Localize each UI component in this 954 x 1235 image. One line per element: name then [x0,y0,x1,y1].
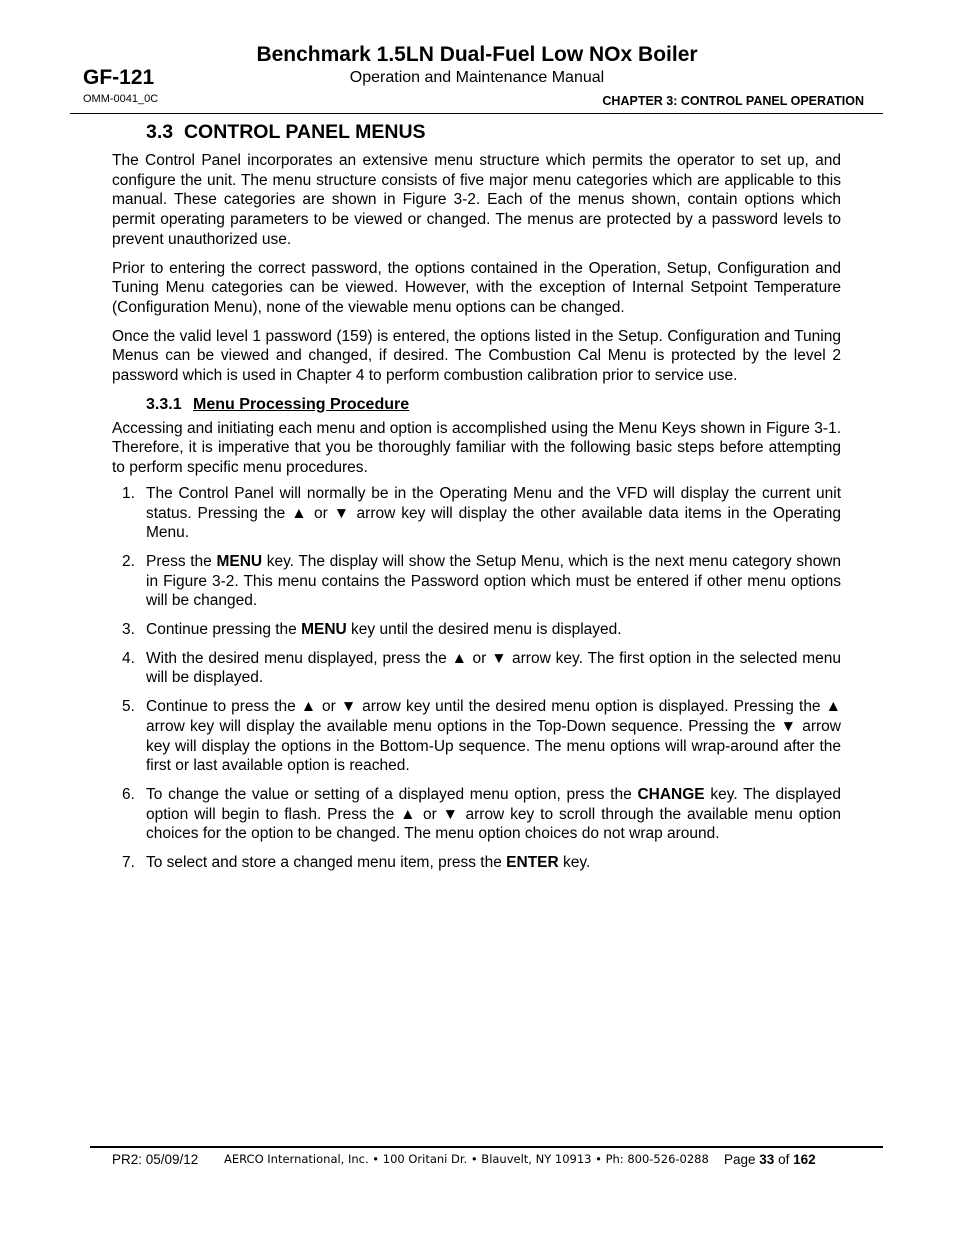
manual-title: Benchmark 1.5LN Dual-Fuel Low NOx Boiler [256,43,698,66]
list-item [112,785,841,844]
total-pages: 162 [793,1152,816,1167]
step-text: key. The displayed option will begin to flash. Press the ▲ or ▼ arrow key to scroll through the available menu option choices for the option to be changed. The menu option choices do not wrap around. [146,785,841,843]
paragraph: Once the valid level 1 password (159) is entered, the options listed in the Setup. Configuration and Tuning Menus can be viewed and changed, if desired. The Combustion Cal Menu is protected by the level 2 password which is used in Chapter 4 to perform combustion calibration prior to service use. [112,327,841,385]
list-item [112,853,841,873]
list-item [112,620,841,640]
section-title: CONTROL PANEL MENUS [183,121,426,143]
step-number: 3. [122,621,135,639]
key-name: ENTER [506,854,559,872]
list-item [112,649,841,688]
document-number: OMM-0041_0C [83,93,159,105]
header-divider [70,113,883,114]
document-code: GF-121 [83,66,155,89]
step-number: 4. [122,649,135,667]
subsection-number: 3.3.1 [146,395,182,413]
company-info: AERCO International, Inc. • 100 Oritani Dr. • Blauvelt, NY 10913 • Ph: 800-526-0288 [224,1152,709,1166]
step-number: 5. [122,698,135,716]
page-label: Page [724,1152,760,1167]
step-text: Continue to press the ▲ or ▼ arrow key until the desired menu option is displayed. Pressing the ▲ arrow key will display the available menu options in the Top-Down sequence. Pressing the ▼ arrow key will display the options in the Bottom-Up sequence. The menu options will wrap-around after the first or last available option is reached. [146,698,841,775]
page-content [112,119,841,882]
key-name: MENU [216,552,263,570]
of-label: of [774,1152,794,1167]
manual-subtitle: Operation and Maintenance Manual [349,69,605,86]
paragraph: Prior to entering the correct password, the options contained in the Operation, Setup, Configuration and Tuning Menu categories can be viewed. However, with the exception of Internal Setpoint Temperature (Configuration Menu), none of the viewable menu options can be changed. [112,259,841,316]
footer-divider [90,1146,883,1148]
step-text: Continue pressing the [146,621,302,639]
step-text: Press the [146,552,217,570]
key-name: CHANGE [637,785,705,803]
section-number: 3.3 [146,121,174,143]
paragraph: The Control Panel incorporates an extensive menu structure which permits the operator to set up, and configure the unit. The menu structure consists of five major menu categories which are applicable to this manual. These categories are shown in Figure 3-2. Each of the menus shown, contain options which permit operating parameters to be viewed or changed. The menus are protected by a password levels to prevent unauthorized use. [112,152,841,248]
list-item [112,697,841,776]
procedure-steps [112,484,841,873]
step-text: To select and store a changed menu item, press the [146,854,507,872]
current-page: 33 [759,1152,775,1167]
step-text: key. [558,854,591,872]
list-item [112,484,841,543]
step-number: 1. [122,484,135,502]
step-number: 6. [122,785,135,803]
step-number: 7. [122,854,135,872]
list-item [112,552,841,611]
step-text: key. The display will show the Setup Menu, which is the next menu category shown in Figure 3-2. This menu contains the Password option which must be entered if other menu options will be changed. [146,552,842,610]
revision-date: PR2: 05/09/12 [112,1152,199,1167]
step-text: With the desired menu displayed, press the ▲ or ▼ arrow key. The first option in the selected menu will be displayed. [146,649,841,687]
page-number [724,1152,816,1167]
paragraph: Accessing and initiating each menu and option is accomplished using the Menu Keys shown in Figure 3-1. Therefore, it is imperative that you be thoroughly familiar with the following basic steps before attempting to perform specific menu procedures. [112,419,841,477]
step-text: The Control Panel will normally be in the Operating Menu and the VFD will display the current unit status. Pressing the ▲ or ▼ arrow key will display the other available data items in the Operating Menu. [146,484,841,542]
chapter-label: CHAPTER 3: CONTROL PANEL OPERATION [602,94,864,108]
step-text: To change the value or setting of a displayed menu option, press the [146,785,638,803]
key-name: MENU [301,621,347,639]
section-heading [146,119,841,145]
step-text: key until the desired menu is displayed. [346,621,622,639]
subsection-title: Menu Processing Procedure [193,395,410,413]
step-number: 2. [122,552,135,570]
subsection-heading [146,395,841,415]
